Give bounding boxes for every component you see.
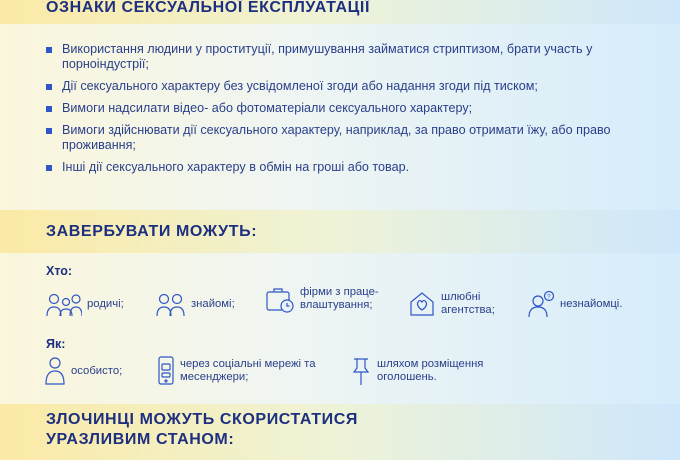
who-label: Хто: [46,264,73,278]
section3-title-line2: УРАЗЛИВИМ СТАНОМ: [46,431,235,448]
section2-title: ЗАВЕРБУВАТИ МОЖУТЬ: [46,223,258,240]
exploitation-signs-list [46,42,646,182]
who-item-employment-firms: фірми з праце- влаштування; [265,284,390,314]
how-item-personally: особисто; [44,356,122,386]
how-item-social-media: через соціальні мережі та месенджери; [157,356,340,386]
list-item: Інші дії сексуального характеру в обмін на гроші або товар. [46,160,646,175]
list-item: Використання людини у проституції, примушування займатися стриптизом, брати участь у порноіндустрії; [46,42,646,72]
list-item: Дії сексуального характеру без усвідомленої згоди або надання згоди під тиском; [46,79,646,94]
person-icon [44,356,71,386]
who-item-marriage-agencies: шлюбні агентства; [408,290,511,318]
family-icon [46,290,87,318]
acquaintances-icon [156,290,191,318]
who-item-acquaintances: знайомі; [156,290,235,318]
pin-icon [350,356,377,386]
bullet-square-icon [46,47,52,53]
section1-title: ОЗНАКИ СЕКСУАЛЬНОЇ ЕКСПЛУАТАЦІЇ [46,0,370,16]
bullet-square-icon [46,165,52,171]
svg-text:?: ? [547,293,551,301]
who-item-relatives: родичі; [46,290,124,318]
bullet-square-icon [46,84,52,90]
section3-title [46,410,358,450]
bullet-square-icon [46,106,52,112]
stranger-icon [527,290,560,318]
bullet-square-icon [46,128,52,134]
list-item: Вимоги надсилати відео- або фотоматеріали сексуального характеру; [46,101,646,116]
phone-messenger-icon [157,356,180,386]
list-item: Вимоги здійснювати дії сексуального характеру, наприклад, за право отримати їжу, або право проживання; [46,123,646,153]
who-item-strangers: ? незнайомці. [527,290,622,318]
how-item-advertisements: шляхом розміщення оголошень. [350,356,527,386]
employment-agency-icon [265,284,300,314]
marriage-agency-icon [408,290,441,318]
how-label: Як: [46,337,66,351]
section3-title-line1: ЗЛОЧИНЦІ МОЖУТЬ СКОРИСТАТИСЯ [46,411,359,428]
